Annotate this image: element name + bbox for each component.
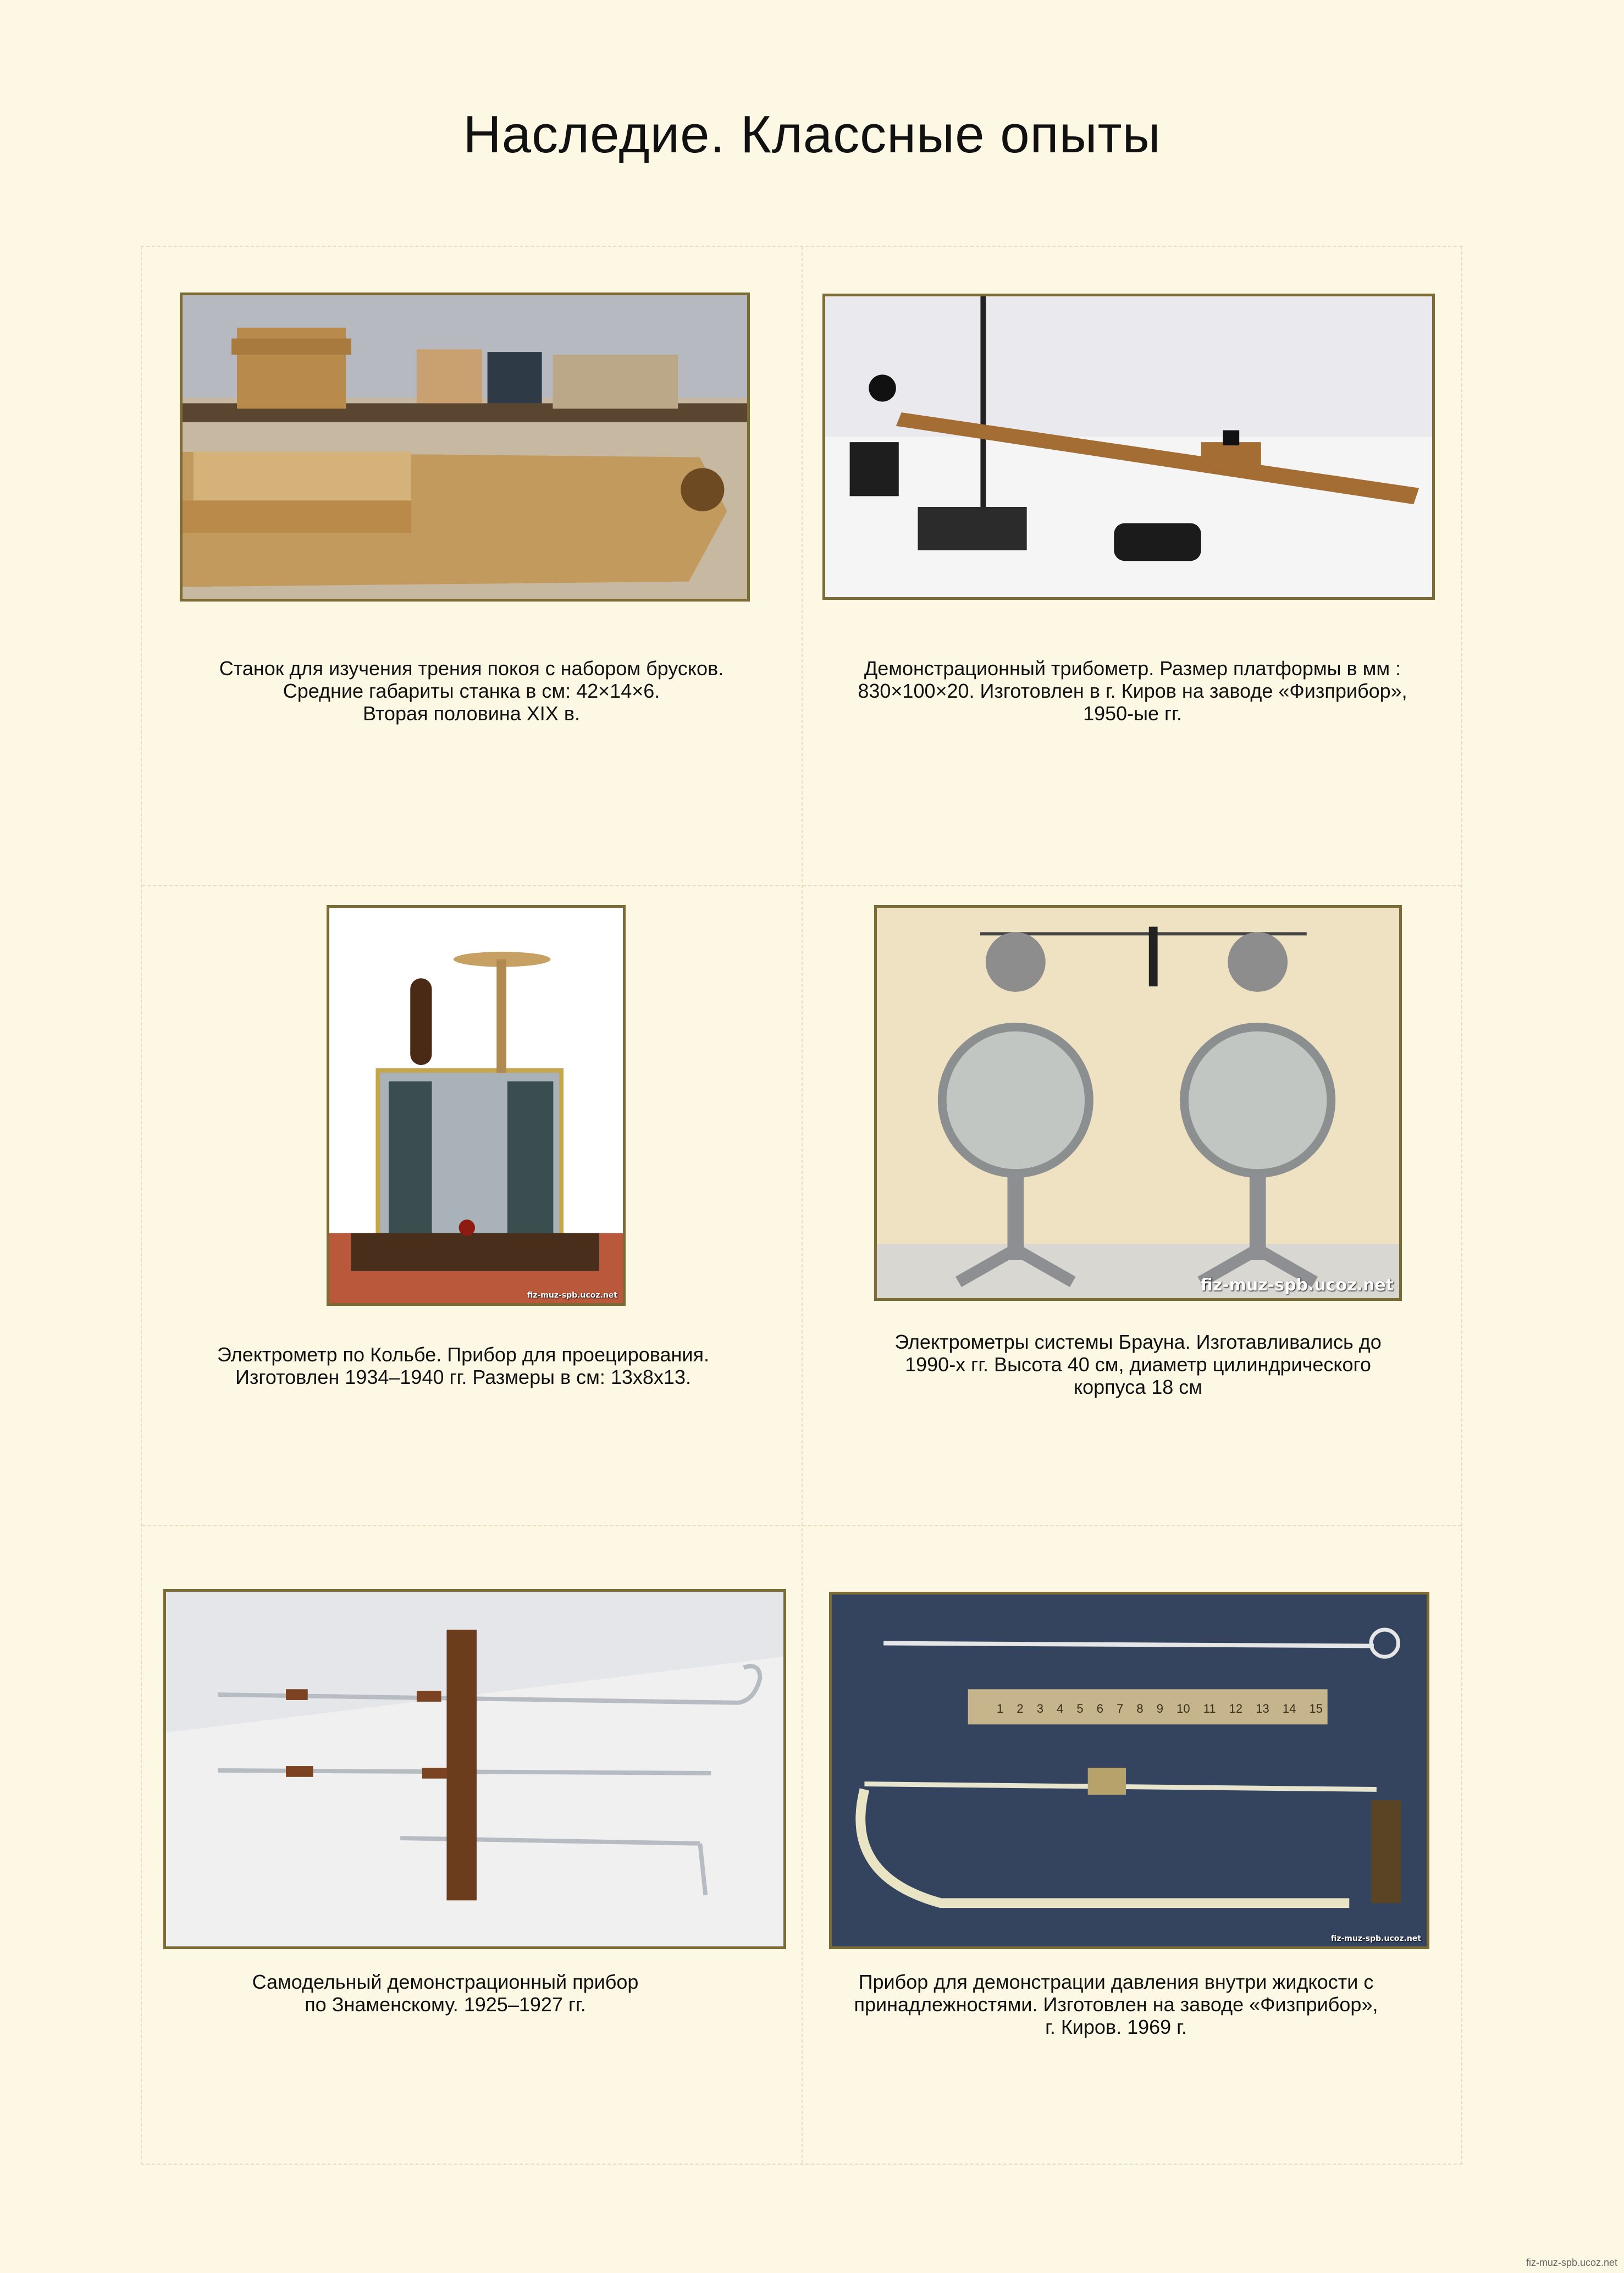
grid-divider-row-2 bbox=[142, 1525, 1461, 1526]
friction-blocks-caption: Станок для изучения трения покоя с набором брусков. Средние габариты станка в см: 42×14×6. Вторая половина XIX в. bbox=[219, 657, 724, 725]
znamensky-device-photo bbox=[163, 1589, 786, 1949]
tribometer-photo bbox=[822, 294, 1435, 600]
photo-watermark: fiz-muz-spb.ucoz.net bbox=[1200, 1276, 1394, 1295]
friction-blocks-photo bbox=[180, 293, 750, 602]
site-watermark: fiz-muz-spb.ucoz.net bbox=[1526, 2257, 1617, 2268]
photo-watermark: fiz-muz-spb.ucoz.net bbox=[527, 1291, 617, 1300]
liquid-pressure-device-caption: Прибор для демонстрации давления внутри жидкости с принадлежностями. Изготовлен на заводе «Физприбор», г. Киров. 1969 г. bbox=[854, 1971, 1378, 2038]
znamensky-device-caption: Самодельный демонстрационный прибор по Знаменскому. 1925–1927 гг. bbox=[252, 1971, 639, 2016]
kolbe-electrometer-photo bbox=[327, 905, 626, 1306]
photo-watermark: fiz-muz-spb.ucoz.net bbox=[1330, 1934, 1421, 1943]
braun-electrometers-photo bbox=[874, 905, 1402, 1301]
braun-electrometers-caption: Электрометры системы Брауна. Изготавливались до 1990-х гг. Высота 40 см, диаметр цилиндрического корпуса 18 см bbox=[894, 1331, 1382, 1398]
grid-divider-vertical bbox=[802, 247, 803, 2164]
liquid-pressure-device-photo bbox=[829, 1592, 1429, 1949]
grid-divider-row-1 bbox=[142, 885, 1461, 886]
ruler-numbers: 1 2 3 4 5 6 7 8 9 10 11 12 13 14 15 bbox=[997, 1702, 1323, 1715]
kolbe-electrometer-caption: Электрометр по Кольбе. Прибор для проецирования. Изготовлен 1934–1940 гг. Размеры в см: 13х8х13. bbox=[217, 1343, 709, 1388]
tribometer-caption: Демонстрационный трибометр. Размер платформы в мм : 830×100×20. Изготовлен в г. Киров на заводе «Физприбор», 1950-ые гг. bbox=[858, 657, 1407, 725]
page-title: Наследие. Классные опыты bbox=[463, 105, 1161, 164]
